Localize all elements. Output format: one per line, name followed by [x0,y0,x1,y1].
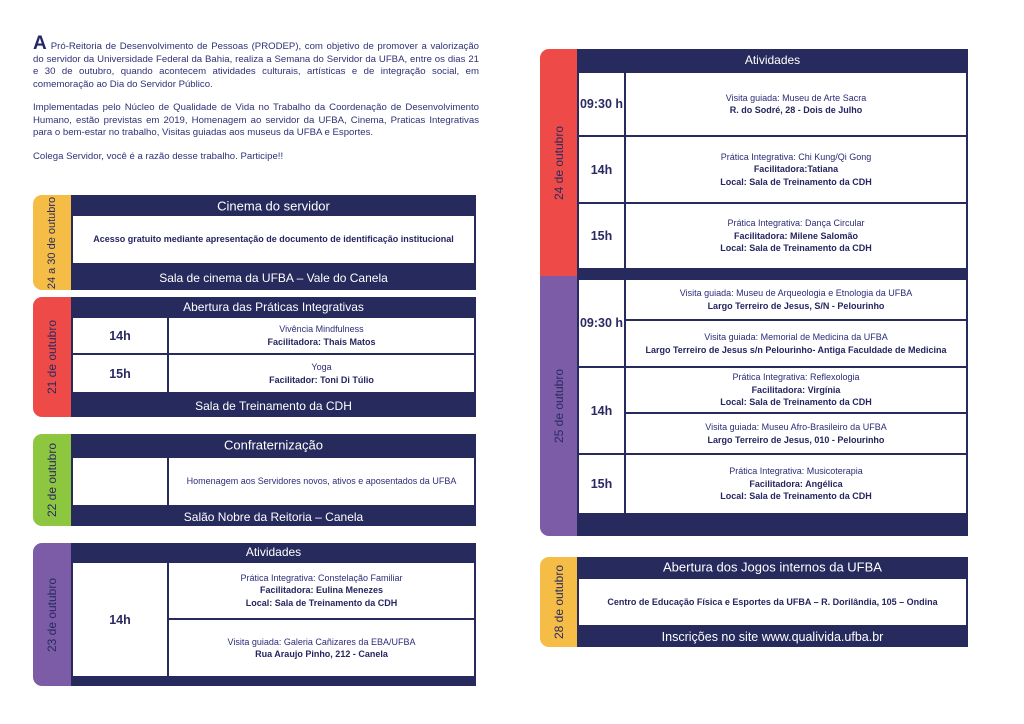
activity-cell: Visita guiada: Museu de Arqueologia e Etnologia da UFBA Largo Terreiro de Jesus, S/N - Pelourinho [626,280,966,319]
time-cell: 14h [579,137,624,202]
date-tab [33,195,71,290]
activity-cell: Visita guiada: Museu de Arte Sacra R. do Sodré, 28 - Dois de Julho [626,73,966,135]
date-tab [33,297,71,417]
oct28-block [540,557,968,647]
date-tab [33,543,71,686]
oct21-block [33,297,476,417]
oct24-block [540,49,968,276]
activity-cell: Prática Integrativa: Dança Circular Facilitadora: Milene Salomão Local: Sala de Treinamento da CDH [626,204,966,268]
oct25-block [540,276,968,536]
date-tab [33,434,71,526]
intro-text [33,33,479,174]
time-cell: 15h [579,455,624,513]
time-cell: 14h [73,563,167,676]
date-tab [540,557,577,647]
block-footer: Sala de Treinamento da CDH [195,398,352,413]
block-footer: Sala de cinema da UFBA – Vale do Canela [159,270,388,285]
time-cell: 15h [579,204,624,268]
block-title: Cinema do servidor [217,198,330,213]
block-title: Abertura das Práticas Integrativas [183,299,364,314]
activity-cell: Visita guiada: Galeria Cañizares da EBA/UFBA Rua Araujo Pinho, 212 - Canela [169,620,474,676]
activity-cell: Prática Integrativa: Musicoterapia Facilitadora: Angélica Local: Sala de Treinamento da CDH [626,455,966,513]
time-cell: 14h [579,368,624,453]
block-title: Atividades [245,545,302,559]
activity-cell: Prática Integrativa: Chi Kung/Qi Gong Facilitadora:Tatiana Local: Sala de Treinamento da CDH [626,137,966,202]
date-label: 22 de outubro [45,442,59,518]
activity-cell: Vivência Mindfulness Facilitadora: Thais Matos [169,318,474,353]
date-label: 25 de outubro [551,368,566,444]
activity-cell: Prática Integrativa: Constelação Familiar Facilitadora: Eulina Menezes Local: Sala de Treinamento da CDH [169,563,474,618]
time-cell: 15h [73,355,167,392]
intro-paragraph-2: Implementadas pelo Núcleo de Qualidade de Vida no Trabalho da Coordenação de Desenvolvimento Humano, estão previstas em 2019, Homenagem ao servidor da UFBA, Cinema, Praticas Integrativas para o bem-estar no trabalho, Visitas guiadas aos museus da UFBA e Esportes. [33,102,479,138]
intro-paragraph-1: A Pró-Reitoria de Desenvolvimento de Pessoas (PRODEP), com objetivo de promover a valorização do servidor da Universidade Federal da Bahia, realiza a Semana do Servidor da UFBA, entre os dias 21 e 30 de outubro, quando acontecem atividades culturais, artísticas e de integração social, em comemoração ao Dia do Servidor Público. [33,33,479,90]
oct23-block [33,543,476,686]
activity-cell: Yoga Facilitador: Toni Di Túlio [169,355,474,392]
intro-paragraph-3: Colega Servidor, você é a razão desse trabalho. Participe!! [33,150,284,162]
date-label: 21 de outubro [45,319,59,395]
block-title: Atividades [744,53,801,67]
empty-time-cell [73,458,167,505]
activity-cell: Prática Integrativa: Reflexologia Facilitadora: Virgínia Local: Sala de Treinamento da CDH [626,368,966,412]
activity-cell: Homenagem aos Servidores novos, ativos e aposentados da UFBA [169,458,474,505]
oct22-block [33,434,476,526]
date-label: 24 de outubro [551,125,566,200]
block-title: Confraternização [224,437,323,453]
cinema-description: Acesso gratuito mediante apresentação de documento de identificação institucional [73,216,474,263]
activity-cell: Visita guiada: Memorial de Medicina da UFBA Largo Terreiro de Jesus s/n Pelourinho- Antiga Faculdade de Medicina [626,321,966,366]
date-label: 23 de outubro [45,577,59,652]
date-tab [540,276,577,536]
date-tab [540,49,577,276]
drop-cap: A [33,33,47,54]
block-footer: Inscrições no site www.qualivida.ufba.br [661,629,884,644]
activity-cell: Centro de Educação Física e Esportes da UFBA – R. Dorilândia, 105 – Ondina [579,579,966,625]
cinema-block [33,195,476,290]
date-label: 28 de outubro [551,564,566,640]
time-cell: 14h [73,318,167,353]
block-footer: Salão Nobre da Reitoria – Canela [183,509,364,524]
block-title: Abertura dos Jogos internos da UFBA [663,559,882,575]
time-cell: 09:30 h [579,280,624,366]
time-cell: 09:30 h [579,73,624,135]
date-label: 24 a 30 de outubro [46,196,58,289]
activity-cell: Visita guiada: Museu Afro-Brasileiro da UFBA Largo Terreiro de Jesus, 010 - Pelourinho [626,414,966,453]
